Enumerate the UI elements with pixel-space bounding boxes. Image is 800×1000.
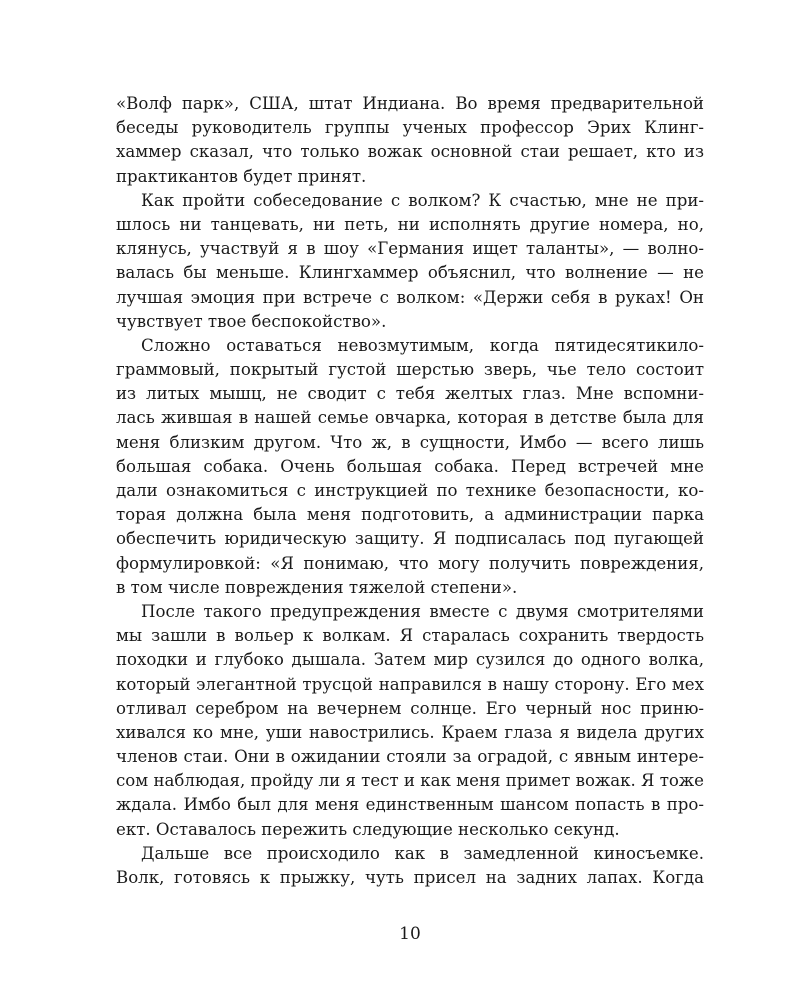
- text-line: ждала. Имбо был для меня единственным шансом попасть в про-: [116, 795, 704, 815]
- text-line: Как пройти собеседование с волком? К счастью, мне не при-: [141, 190, 704, 210]
- text-line: После такого предупреждения вместе с двумя смотрителями: [141, 601, 704, 621]
- text-line: сом наблюдая, пройду ли я тест и как меня примет вожак. Я тоже: [116, 771, 704, 791]
- paragraph: [116, 842, 704, 890]
- text-line: обеспечить юридическую защиту. Я подписалась под пугающей: [116, 529, 704, 549]
- text-line: большая собака. Очень большая собака. Перед встречей мне: [116, 456, 704, 476]
- text-line: хаммер сказал, что только вожак основной стаи решает, кто из: [116, 142, 704, 162]
- text-line: Дальше все происходило как в замедленной киносъемке.: [141, 843, 704, 863]
- text-line: дали ознакомиться с инструкцией по технике безопасности, ко-: [116, 481, 704, 500]
- text-line: лучшая эмоция при встрече с волком: «Держи себя в руках! Он: [116, 287, 704, 307]
- text-line: меня близким другом. Что ж, в сущности, Имбо — всего лишь: [116, 432, 704, 452]
- paragraph: [116, 600, 704, 842]
- text-line: чувствует твое беспокойство».: [116, 311, 387, 331]
- text-line: походки и глубоко дышала. Затем мир сузился до одного волка,: [116, 650, 704, 670]
- text-line: клянусь, участвуй я в шоу «Германия ищет таланты», — волно-: [116, 239, 704, 259]
- text-line: шлось ни танцевать, ни петь, ни исполнять другие номера, но,: [116, 214, 704, 234]
- text-line: граммовый, покрытый густой шерстью зверь, чье тело состоит: [116, 360, 704, 380]
- paragraph: [116, 334, 704, 600]
- text-line: хивался ко мне, уши навострились. Краем глаза я видела других: [116, 722, 704, 742]
- text-line: в том числе повреждения тяжелой степени».: [116, 577, 518, 597]
- text-line: отливал серебром на вечернем солнце. Его черный нос приню-: [116, 698, 704, 718]
- text-line: торая должна была меня подготовить, а администрации парка: [116, 505, 704, 525]
- paragraph: [116, 189, 704, 334]
- body-text: [116, 92, 704, 890]
- text-line: который элегантной трусцой направился в нашу сторону. Его мех: [116, 674, 704, 694]
- text-line: мы зашли в вольер к волкам. Я старалась сохранить твердость: [116, 626, 704, 646]
- text-line: практикантов будет принят.: [116, 166, 367, 186]
- text-line: членов стаи. Они в ожидании стояли за оградой, с явным интере-: [116, 747, 704, 767]
- text-line: Сложно оставаться невозмутимым, когда пятидесятикило-: [141, 335, 704, 355]
- text-line: формулировкой: «Я понимаю, что могу получить повреждения,: [116, 553, 704, 573]
- text-line: валась бы меньше. Клингхаммер объяснил, что волнение — не: [116, 263, 704, 283]
- text-line: из литых мышц, не сводит с тебя желтых глаз. Мне вспомни-: [116, 384, 704, 404]
- page-number: 10: [399, 924, 421, 944]
- text-line: «Волф парк», США, штат Индиана. Во время предварительной: [116, 94, 704, 113]
- text-line: ект. Оставалось пережить следующие несколько секунд.: [116, 819, 620, 839]
- text-line: лась жившая в нашей семье овчарка, которая в детстве была для: [116, 408, 704, 428]
- text-line: беседы руководитель группы ученых профессор Эрих Клинг-: [116, 118, 704, 138]
- paragraph: [116, 92, 704, 189]
- text-line: Волк, готовясь к прыжку, чуть присел на задних лапах. Когда: [116, 868, 704, 887]
